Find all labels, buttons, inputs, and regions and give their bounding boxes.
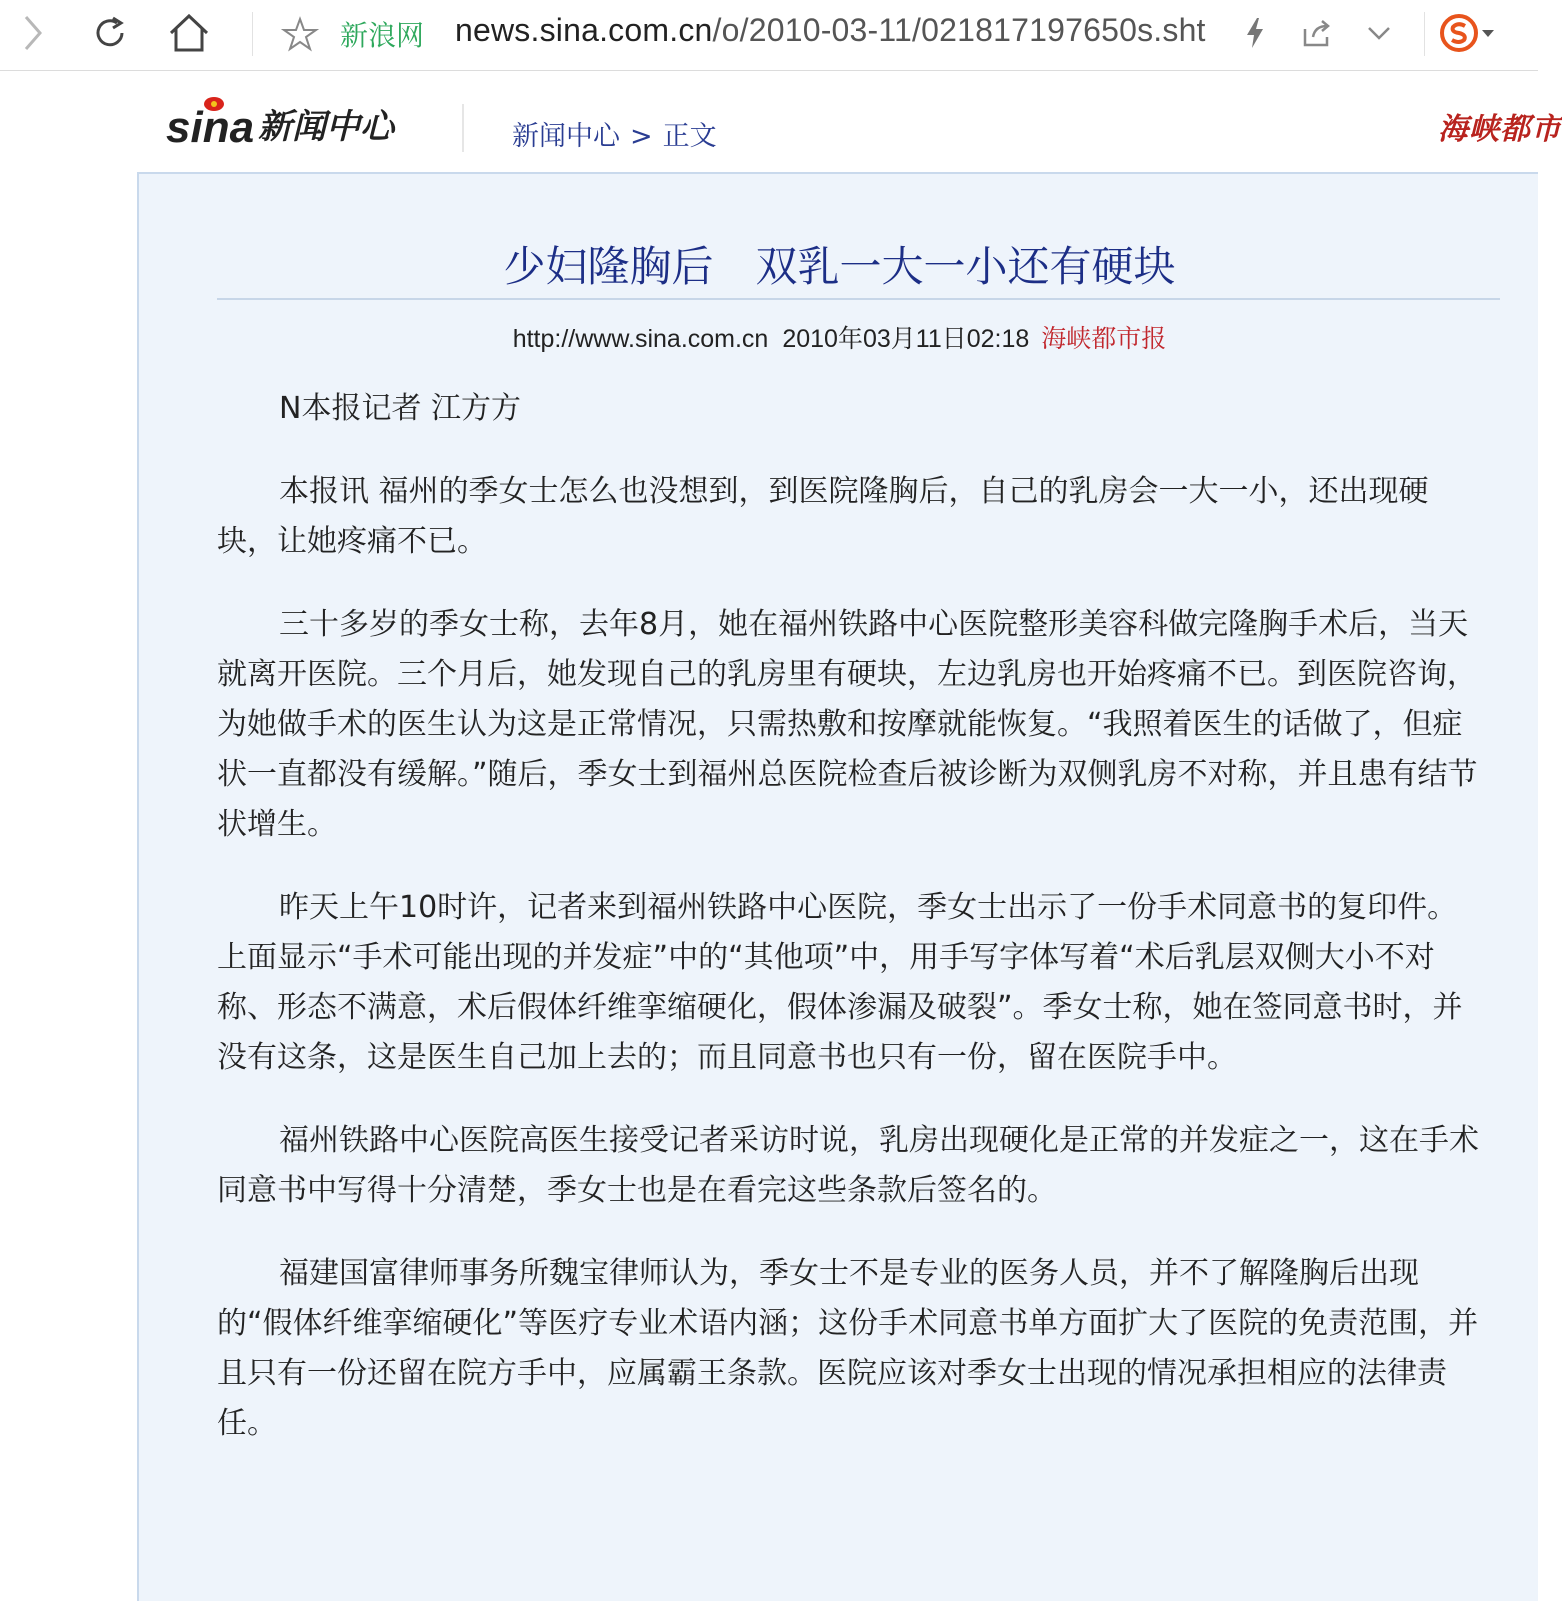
sogou-icon[interactable] (1436, 10, 1482, 56)
breadcrumb-separator: > (630, 121, 653, 152)
newspaper-logo: 海峡都市 (1438, 112, 1562, 147)
breadcrumb (512, 114, 717, 153)
url-host: news.sina.com.cn (455, 12, 713, 48)
dropdown-arrow-icon[interactable] (1478, 10, 1498, 56)
url-address[interactable] (455, 12, 1206, 49)
browser-toolbar (0, 0, 1538, 71)
reload-icon[interactable] (88, 10, 134, 56)
paragraph: 福建国富律师事务所魏宝律师认为，季女士不是专业的医务人员，并不了解隆胸后出现的“假体纤维挛缩硬化”等医疗专业术语内涵；这份手术同意书单方面扩大了医院的免责范围，并且只有一份还留在院方手中，应属霸王条款。医院应该对季女士出现的情况承担相应的法律责任。 (217, 1256, 1479, 1441)
forward-icon[interactable] (10, 10, 56, 56)
article-meta (139, 319, 1540, 355)
bookmark-star-icon[interactable] (282, 16, 318, 56)
paragraph: 昨天上午10时许，记者来到福州铁路中心医院，季女士出示了一份手术同意书的复印件。上面显示“手术可能出现的并发症”中的“其他项”中，用手写字体写着“术后乳层双侧大小不对称、形态不满意，术后假体纤维挛缩硬化，假体渗漏及破裂”。季女士称，她在签同意书时，并没有这条，这是医生自己加上去的；而且同意书也只有一份，留在医院手中。 (217, 890, 1463, 1075)
logo-text: 新闻中心 (258, 107, 394, 147)
svg-text:sina: sina (166, 103, 255, 152)
share-icon[interactable] (1294, 10, 1340, 56)
breadcrumb-article[interactable]: 正文 (662, 121, 717, 152)
source-url: http://www.sina.com.cn (512, 325, 769, 353)
paragraph: 福州铁路中心医院高医生接受记者采访时说，乳房出现硬化是正常的并发症之一，这在手术同意书中写得十分清楚，季女士也是在看完这些条款后签名的。 (217, 1123, 1479, 1208)
site-name: 新浪网 (340, 19, 425, 52)
paragraph: 三十多岁的季女士称，去年8月，她在福州铁路中心医院整形美容科做完隆胸手术后，当天就离开医院。三个月后，她发现自己的乳房里有硬块，左边乳房也开始疼痛不已。到医院咨询，为她做手术的医生认为这是正常情况，只需热敷和按摩就能恢复。“我照着医生的话做了，但症状一直都没有缓解。”随后，季女士到福州总医院检查后被诊断为双侧乳房不对称，并且患有结节状增生。 (217, 607, 1478, 842)
paragraph: 本报讯 福州的季女士怎么也没想到，到医院隆胸后，自己的乳房会一大一小，还出现硬块，让她疼痛不已。 (217, 474, 1429, 559)
home-icon[interactable] (166, 10, 212, 56)
byline: N本报记者 江方方 (279, 391, 521, 426)
source-link[interactable]: 海峡都市报 (1041, 324, 1167, 353)
article-body (217, 384, 1487, 1482)
publish-date: 2010年03月11日02:18 (782, 325, 1030, 353)
article-panel (137, 172, 1538, 1601)
title-divider (217, 298, 1500, 300)
article-title: 少妇隆胸后 双乳一大一小还有硬块 (503, 242, 1176, 291)
sina-logo[interactable] (166, 92, 416, 160)
chevron-down-icon[interactable] (1356, 10, 1402, 56)
breadcrumb-news-center[interactable]: 新闻中心 (512, 121, 620, 152)
url-path: /o/2010-03-11/021817197650s.sht (712, 12, 1206, 48)
lightning-icon[interactable] (1232, 10, 1278, 56)
